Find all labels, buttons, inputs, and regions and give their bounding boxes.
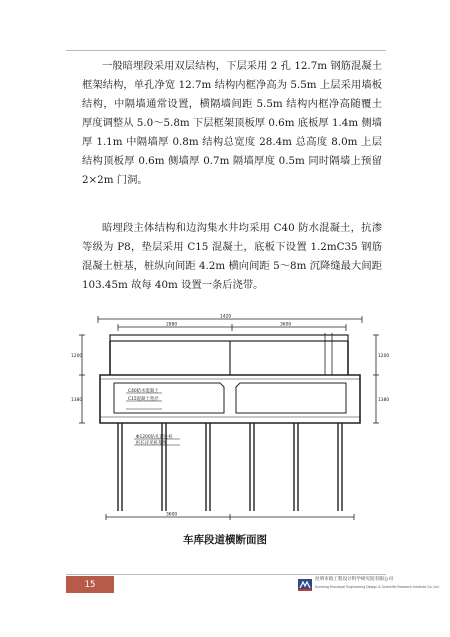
dim-label: 1200 bbox=[378, 354, 390, 359]
annotation-text: C15混凝土垫层 bbox=[128, 397, 159, 402]
org-block bbox=[298, 577, 440, 595]
body-paragraph-2: 暗埋段主体结构和边沟集水井均采用 C40 防水混凝土，抗渗等级为 P8，垫层采用 C15 混凝土，底板下设置 1.2mC35 钢筋混凝土桩基，桩纵向间距 4.2m 横向间距 5～8m 沉降缝最大间距 103.45m 故每 40m 设置一条后浇带。 bbox=[82, 222, 382, 291]
footer-rule bbox=[66, 574, 386, 575]
dim-label: 1380 bbox=[378, 398, 390, 403]
dim-label: 3600 bbox=[166, 512, 178, 518]
dim-label: 1200 bbox=[71, 354, 83, 359]
page-number: 15 bbox=[66, 576, 114, 593]
figure-caption: 车库段道横断面图 bbox=[183, 534, 267, 546]
dim-label: 2880 bbox=[166, 322, 178, 328]
upper-roof-slab bbox=[110, 335, 348, 341]
dim-label: 3600 bbox=[280, 322, 292, 328]
annotation-text: 桩长详见桩基图 bbox=[136, 441, 167, 446]
cross-section-drawing bbox=[70, 313, 390, 525]
org-name: 昆明市政工程设计科学研究院有限公司 bbox=[315, 577, 394, 582]
org-name-en: Kunming Municipal Engineering Design & Scientific Research Institute Co.,Ltd. bbox=[315, 585, 440, 589]
annotation-text: Φ1200钻孔灌注桩 bbox=[136, 435, 173, 440]
dim-label: 1420 bbox=[220, 314, 232, 320]
annotation-text: C40防水混凝土 bbox=[128, 389, 159, 394]
dim-label: 1380 bbox=[71, 398, 83, 403]
org-logo-icon bbox=[298, 578, 312, 592]
header-rule bbox=[66, 50, 386, 51]
body-paragraph-1: 一般暗埋段采用双层结构，下层采用 2 孔 12.7m 钢筋混凝土框架结构，单孔净宽 12.7m 结构内框净高为 5.5m 上层采用墙板结构，中隔墙通常设置，横隔墙间距 5.5m 结构内框净高随覆土厚度调整从 5.0～5.8m 下层框架顶板厚 0.6m 底板厚 1.4m 侧墙厚 1.1m 中隔墙厚 0.8m 结构总宽度 28.4m 总高度 8.0m 上层结构顶板厚 0.6m 侧墙厚 0.7m 隔墙厚度 0.5m 同时隔墙上预留 2×2m 门洞。 bbox=[82, 60, 382, 186]
